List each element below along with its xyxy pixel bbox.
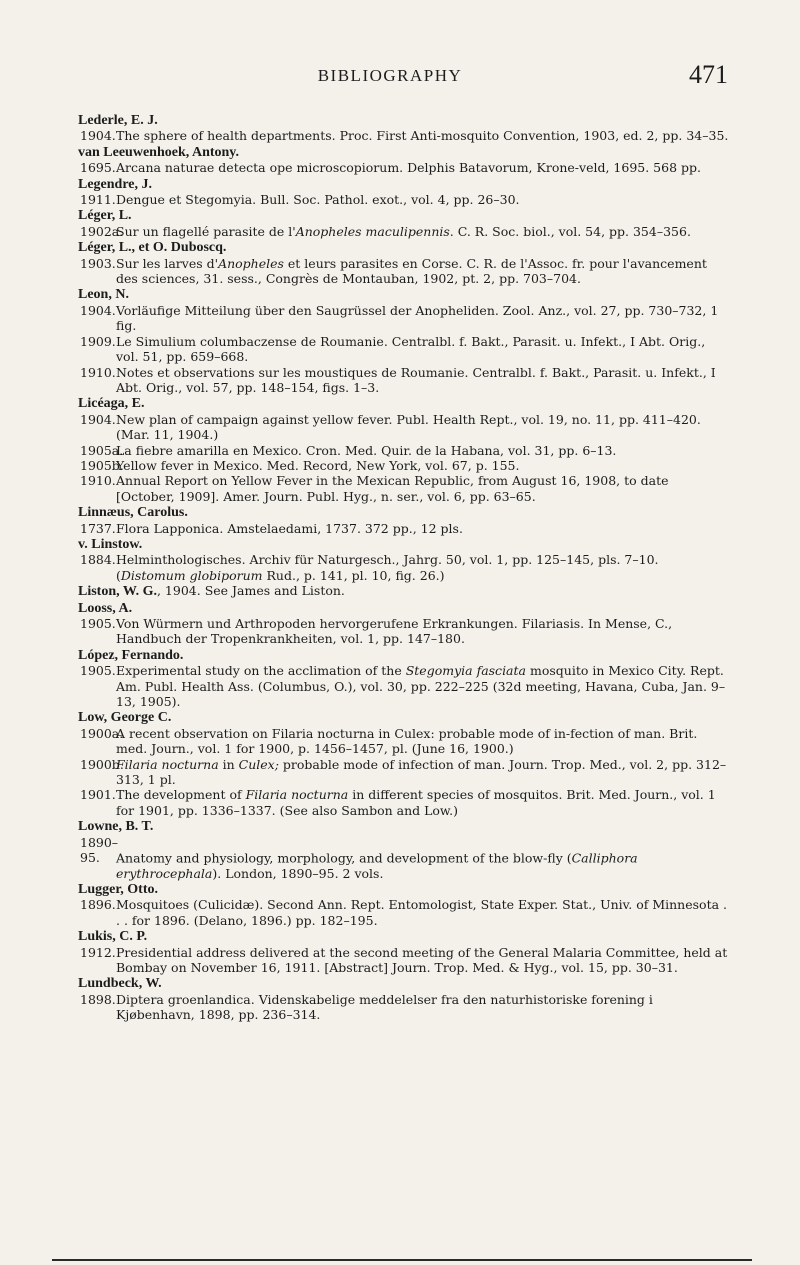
citation-year: 1909.	[80, 333, 116, 349]
page-number: 471	[689, 60, 728, 89]
citation-text: A recent observation on Filaria nocturna in Culex: probable mode of in-fection of man. Brit. med. Journ., vol. 1 for 1900, p. 1456–1457, pl. (June 16, 1900.)	[116, 725, 698, 757]
author-heading	[80, 975, 730, 991]
citation-entry	[80, 256, 730, 287]
citation-year: 1905.	[80, 616, 116, 631]
citation-entry	[80, 663, 730, 709]
author-heading	[80, 881, 730, 897]
author-heading	[80, 239, 730, 255]
author-heading	[80, 395, 730, 411]
citation-year: 1910.	[80, 473, 116, 489]
citation-text: Anatomy and physiology, morphology, and development of the blow-fly (Calliphora erythrocephala). London, 1890–95. 2 vols.	[116, 850, 638, 881]
citation-entry	[80, 473, 730, 504]
author-name: Léger, L.	[78, 208, 132, 224]
citation-entry	[80, 192, 730, 207]
citation-text: Helminthologisches. Archiv für Naturgesch., Jahrg. 50, vol. 1, pp. 125–145, pls. 7–10. (Distomum globiporum Rud., p. 141, pl. 10, fig. 26.)	[116, 552, 659, 583]
author-name: Leon, N.	[78, 287, 129, 303]
author-name: Léger, L., et O. Duboscq.	[78, 240, 227, 256]
author-heading	[80, 504, 730, 520]
citation-year: 1902a.	[80, 223, 124, 239]
citation-entry	[80, 552, 730, 583]
citation-year: 1912.	[80, 944, 116, 960]
citation-entry	[80, 835, 730, 881]
citation-year: 1905a.	[80, 442, 124, 458]
author-name: van Leeuwenhoek, Antony.	[78, 144, 240, 160]
author-heading	[80, 176, 730, 192]
citation-entry	[80, 992, 730, 1023]
author-name: Low, George C.	[78, 710, 172, 726]
citation-entry	[80, 160, 730, 175]
citation-text: Diptera groenlandica. Videnskabelige meddelelser fra den naturhistoriske forening i Kjøbenhavn, 1898, pp. 236–314.	[116, 991, 653, 1023]
author-name: Lowne, B. T.	[78, 819, 154, 835]
author-name: Licéaga, E.	[78, 396, 145, 412]
citation-text: Le Simulium columbaczense de Roumanie. Centralbl. f. Bakt., Parasit. u. Infekt., I Abt. Orig., vol. 51, pp. 659–668.	[116, 333, 706, 365]
citation-entry	[80, 945, 730, 976]
author-heading	[80, 144, 730, 160]
citation-year: 1903.	[80, 255, 116, 271]
citation-entry	[80, 787, 730, 818]
citation-text: Sur un flagellé parasite de l'Anopheles maculipennis. C. R. Soc. biol., vol. 54, pp. 354–356.	[116, 223, 691, 239]
citation-text: Notes et observations sur les moustiques de Roumanie. Centralbl. f. Bakt., Parasit. u. Infekt., I Abt. Orig., vol. 57, pp. 148–154, figs. 1–3.	[116, 364, 716, 395]
citation-year: 1904.	[80, 302, 116, 318]
bibliography-list	[80, 112, 730, 1023]
citation-year: 1910.	[80, 364, 116, 380]
author-name: Lederle, E. J.	[78, 113, 158, 128]
author-name: López, Fernando.	[78, 647, 184, 663]
citation-text: Presidential address delivered at the second meeting of the General Malaria Committee, held at Bombay on November 16, 1911. [Abstract] Journ. Trop. Med. & Hyg., vol. 15, pp. 30–31.	[116, 944, 728, 975]
citation-year: 1904.	[80, 128, 116, 144]
author-name: Lundbeck, W.	[78, 976, 162, 992]
page-header	[52, 62, 728, 92]
citation-text: Arcana naturae detecta ope microscopiorum. Delphis Batavorum, Krone-veld, 1695. 568 pp.	[116, 160, 701, 176]
author-heading	[80, 647, 730, 663]
citation-entry	[80, 726, 730, 757]
author-note: , 1904. See James and Liston.	[156, 583, 345, 599]
running-head: BIBLIOGRAPHY	[317, 66, 463, 85]
citation-text: Experimental study on the acclimation of the Stegomyia fasciata mosquito in Mexico City. Rept. Am. Publ. Health Ass. (Columbus, O.), vol. 30, pp. 222–225 (32d meeting, Havana, Cuba, Jan. 9–13, 1905).	[116, 663, 726, 710]
citation-year: 1905b.	[80, 457, 124, 473]
author-heading	[80, 583, 730, 599]
citation-entry	[80, 334, 730, 365]
author-heading	[80, 286, 730, 302]
author-name: Lukis, C. P.	[78, 929, 148, 945]
citation-year: 1900a.	[80, 725, 124, 741]
citation-year: 1737.	[80, 520, 116, 536]
author-name: Lugger, Otto.	[78, 881, 158, 897]
citation-text: Vorläufige Mitteilung über den Saugrüssel der Anopheliden. Zool. Anz., vol. 27, pp. 730–732, 1 fig.	[116, 302, 719, 334]
author-heading	[80, 928, 730, 944]
citation-year: 1905.	[80, 663, 116, 679]
citation-year: 1695.	[80, 160, 116, 176]
citation-entry	[80, 303, 730, 334]
citation-entry	[80, 616, 730, 647]
author-heading	[80, 709, 730, 725]
citation-year: 1884.	[80, 552, 116, 568]
author-heading	[80, 207, 730, 223]
citation-entry	[80, 128, 730, 143]
citation-text: Flora Lapponica. Amstelaedami, 1737. 372 pp., 12 pls.	[116, 520, 463, 536]
citation-text: Mosquitoes (Culicidæ). Second Ann. Rept. Entomologist, State Exper. Stat., Univ. of Minnesota . . . for 1896. (Delano, 1896.) pp. 182–195.	[116, 897, 727, 928]
bottom-rule	[52, 1259, 752, 1261]
citation-year: 1904.	[80, 411, 116, 427]
author-name: v. Linstow.	[78, 536, 143, 552]
citation-year: 1911.	[80, 192, 116, 208]
citation-entry	[80, 224, 730, 239]
citation-text: Annual Report on Yellow Fever in the Mexican Republic, from August 16, 1908, to date [October, 1909]. Amer. Journ. Publ. Hyg., n. ser., vol. 6, pp. 63–65.	[116, 473, 669, 504]
citation-text: The sphere of health departments. Proc. First Anti-mosquito Convention, 1903, ed. 2, pp. 34–35.	[116, 128, 729, 144]
author-heading	[80, 112, 730, 128]
author-heading	[80, 536, 730, 552]
author-heading	[80, 600, 730, 616]
author-name: Liston, W. G.	[78, 584, 157, 600]
citation-text: Von Würmern und Arthropoden hervorgerufene Erkrankungen. Filariasis. In Mense, C., Handbuch der Tropenkrankheiten, vol. 1, pp. 147–180.	[116, 616, 673, 647]
citation-entry	[80, 897, 730, 928]
citation-year: 1896.	[80, 897, 116, 913]
citation-text: La fiebre amarilla en Mexico. Cron. Med. Quir. de la Habana, vol. 31, pp. 6–13.	[116, 442, 617, 458]
citation-entry	[80, 365, 730, 396]
citation-text: Filaria nocturna in Culex; probable mode of infection of man. Journ. Trop. Med., vol. 2, pp. 312–313, 1 pl.	[116, 756, 727, 788]
citation-entry	[80, 521, 730, 536]
author-name: Looss, A.	[78, 600, 133, 616]
citation-year: 1901.	[80, 787, 116, 803]
citation-text: New plan of campaign against yellow fever. Publ. Health Rept., vol. 19, no. 11, pp. 411–420. (Mar. 11, 1904.)	[116, 411, 701, 443]
citation-year: 1890–95.	[80, 834, 119, 866]
author-name: Legendre, J.	[78, 176, 153, 192]
citation-year: 1898.	[80, 991, 116, 1007]
author-name: Linnæus, Carolus.	[78, 505, 188, 521]
citation-text: The development of Filaria nocturna in different species of mosquitos. Brit. Med. Journ., vol. 1 for 1901, pp. 1336–1337. (See also Sambon and Low.)	[116, 787, 716, 818]
citation-text: Sur les larves d'Anopheles et leurs parasites en Corse. C. R. de l'Assoc. fr. pour l'avancement des sciences, 31. sess., Congrès de Montauban, 1902, pt. 2, pp. 703–704.	[116, 255, 707, 287]
author-heading	[80, 818, 730, 834]
citation-text: Yellow fever in Mexico. Med. Record, New York, vol. 67, p. 155.	[116, 457, 520, 473]
citation-text: Dengue et Stegomyia. Bull. Soc. Pathol. exot., vol. 4, pp. 26–30.	[116, 192, 520, 208]
citation-entry	[80, 757, 730, 788]
citation-entry	[80, 412, 730, 443]
citation-year: 1900b.	[80, 756, 124, 772]
citation-entry	[80, 458, 730, 473]
citation-entry	[80, 443, 730, 458]
